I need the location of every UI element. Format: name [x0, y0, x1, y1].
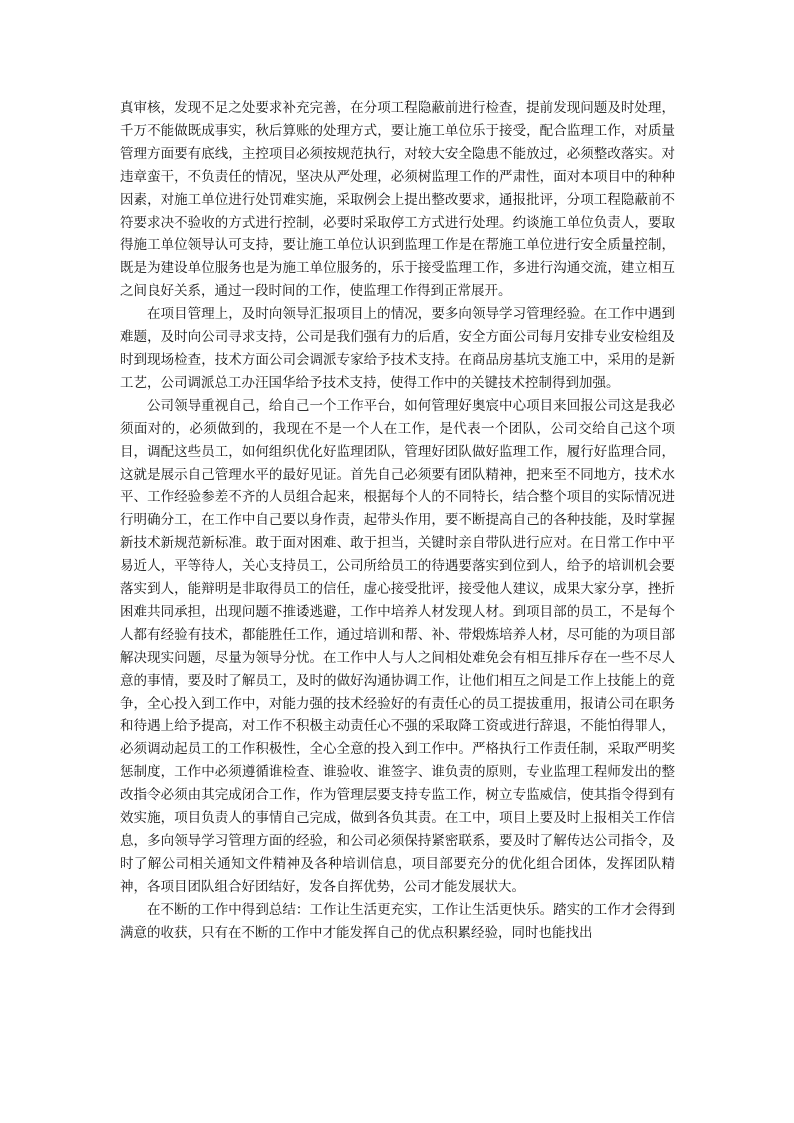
- document-body: [120, 97, 675, 945]
- paragraph-2: 在项目管理上，及时向领导汇报项目上的情况，要多向领导学习管理经验。在工作中遇到难题，及时向公司寻求支持，公司是我们强有力的后盾，安全方面公司每月安排专业安检组及时到现场检查，技术方面公司会调派专家给予技术支持。在商品房基坑支施工中，采用的是新工艺，公司调派总工办汪国华给予技术支持，使得工作中的关键技术控制得到加强。: [120, 306, 675, 391]
- paragraph-3: 公司领导重视自己，给自己一个工作平台，如何管理好奥宸中心项目来回报公司这是我必须面对的，必须做到的，我现在不是一个人在工作，是代表一个团队，公司交给自己这个项目，调配这些员工，如何组织优化好监理团队，管理好团队做好监理工作，履行好监理合同，这就是展示自己管理水平的最好见证。首先自己必须要有团队精神，把来至不同地方，技术水平、工作经验参差不齐的人员组合起来，根据每个人的不同特长，结合整个项目的实际情况进行明确分工，在工作中自己要以身作责，起带头作用，要不断提高自己的各种技能，及时掌握新技术新规范新标准。敢于面对困难、敢于担当，关键时亲自带队进行应对。在日常工作中平易近人，平等待人，关心支持员工，公司所给员工的待遇要落实到位到人，给予的培训机会要落实到人，能辩明是非取得员工的信任，虚心接受批评，接受他人建议，成果大家分享，挫折困难共同承担，出现问题不推诿逃避，工作中培养人材发现人材。到项目部的员工，不是每个人都有经验有技术，都能胜任工作，通过培训和帮、补、带煅炼培养人材，尽可能的为项目部解决现实问题，尽量为领导分忧。在工作中人与人之间相处难免会有相互排斥存在一些不尽人意的事情，要及时了解员工，及时的做好沟通协调工作，让他们相互之间是工作上技能上的竟争，全心投入到工作中，对能力强的技术经验好的有责任心的员工提拔重用，报请公司在职务和待遇上给予提高，对工作不积极主动责任心不强的采取降工资或进行辞退，不能怕得罪人，必须调动起员工的工作积极性，全心全意的投入到工作中。严格执行工作责任制，采取严明奖惩制度，工作中必须遵循谁检查、谁验收、谁签字、谁负责的原则，专业监理工程师发出的整改指令必须由其完成闭合工作，作为管理层要支持专监工作，树立专监威信，使其指令得到有效实施，项目负责人的事情自己完成，做到各负其责。在工中，项目上要及时上报相关工作信息，多向领导学习管理方面的经验，和公司必须保持紧密联系，要及时了解传达公司指令，及时了解公司相关通知文件精神及各种培训信息，项目部要充分的优化组合团体，发挥团队精神，各项目团队组合好团结好，发各自挥优势，公司才能发展状大。: [120, 397, 675, 895]
- paragraph-4: 在不断的工作中得到总结：工作让生活更充实，工作让生活更快乐。踏实的工作才会得到满意的收获，只有在不断的工作中才能发挥自己的优点积累经验，同时也能找出: [120, 901, 675, 941]
- paragraph-1: 真审核，发现不足之处要求补充完善，在分项工程隐蔽前进行检查，提前发现问题及时处理，千万不能做既成事实，秋后算账的处理方式，要让施工单位乐于接受，配合监理工作，对质量管理方面要有底线，主控项目必须按规范执行，对较大安全隐患不能放过，必须整改落实。对违章蛮干，不负责任的情况，坚决从严处理，必须树监理工作的严肃性，面对本项目中的种种因素，对施工单位进行处罚难实施，采取例会上提出整改要求，通报批评，分项工程隐蔽前不符要求决不验收的方式进行控制，必要时采取停工方式进行处理。约谈施工单位负责人，要取得施工单位领导认可支持，要让施工单位认识到监理工作是在帮施工单位进行安全质量控制，既是为建设单位服务也是为施工单位服务的，乐于接受监理工作，多进行沟通交流，建立相互之间良好关系，通过一段时间的工作，使监理工作得到正常展开。: [120, 100, 675, 300]
